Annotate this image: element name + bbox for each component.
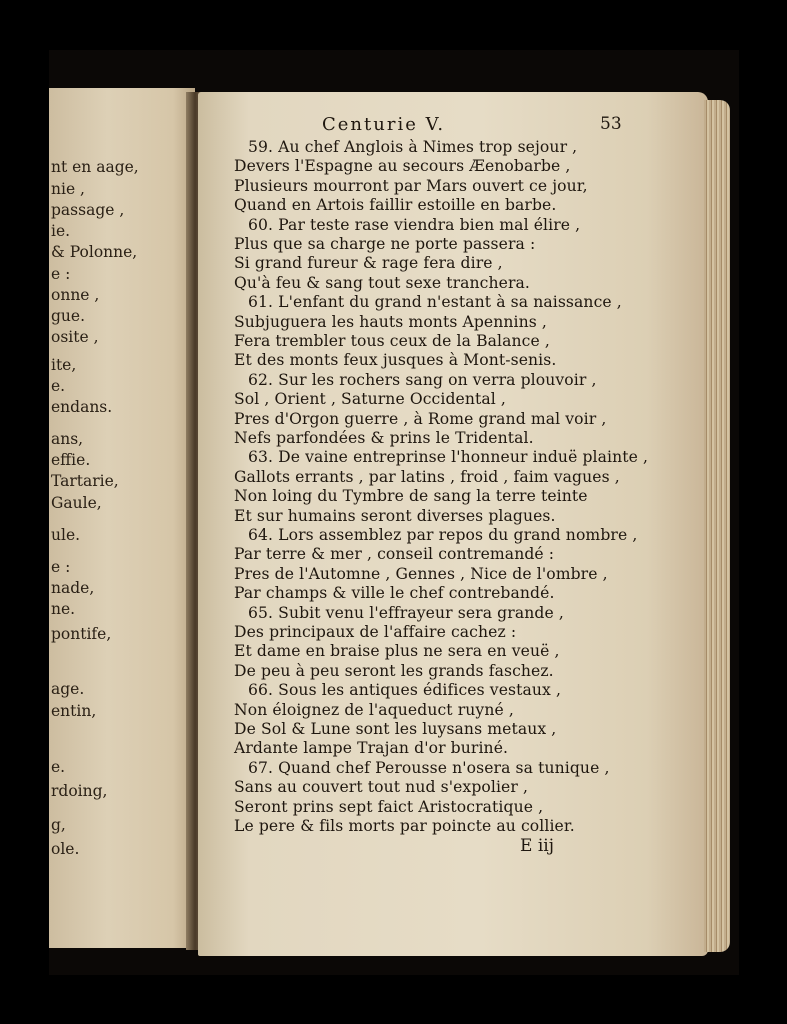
verse-line: Le pere & fils morts par poincte au collier.	[234, 817, 575, 835]
left-page-fragment: nade,	[51, 579, 95, 597]
left-page-fragment: Tartarie,	[51, 472, 119, 490]
left-page-fragment: effie.	[51, 451, 91, 469]
page-header-title: Centurie V.	[322, 114, 446, 135]
left-page-fragment: onne ,	[51, 286, 100, 304]
left-page-fragment: gue.	[51, 307, 86, 325]
verse-line: Et dame en braise plus ne sera en veuë ,	[234, 642, 560, 661]
verse-line: Des principaux de l'affaire cachez :	[234, 623, 517, 641]
page-edges	[704, 100, 730, 952]
left-page-fragment: entin,	[51, 702, 97, 720]
verse-line: Et sur humains seront diverses plagues.	[234, 506, 556, 525]
left-page-fragment: e.	[51, 377, 66, 395]
left-page-fragment: g,	[51, 816, 66, 834]
left-page-fragment: ne.	[51, 600, 76, 618]
verse-line: De Sol & Lune sont les luysans metaux ,	[234, 720, 557, 738]
verse-line: 59. Au chef Anglois à Nimes trop sejour ,	[248, 138, 578, 156]
verse-line: Nefs parfondées & prins le Tridental.	[234, 429, 534, 447]
left-page-fragment: rdoing,	[51, 782, 108, 800]
verse-line: De peu à peu seront les grands faschez.	[234, 661, 554, 680]
verse-line: 63. De vaine entreprinse l'honneur induë plainte ,	[248, 448, 649, 467]
right-page	[198, 92, 708, 956]
left-page-fragment: e :	[51, 558, 71, 576]
verse-line: Devers l'Espagne au secours Æenobarbe ,	[234, 157, 571, 176]
left-page-fragment: & Polonne,	[51, 243, 138, 261]
verse-line: Et des monts feux jusques à Mont-senis.	[234, 351, 557, 370]
verse-line: Plus que sa charge ne porte passera :	[234, 235, 536, 253]
verse-line: 67. Quand chef Perousse n'osera sa tunique ,	[248, 758, 610, 777]
left-page-fragment: osite ,	[51, 328, 99, 346]
verse-line: Seront prins sept faict Aristocratique ,	[234, 797, 544, 816]
left-page-fragment: Gaule,	[51, 494, 102, 512]
verse-line: Sans au couvert tout nud s'expolier ,	[234, 778, 529, 797]
verse-line: 60. Par teste rase viendra bien mal élire ,	[248, 215, 581, 234]
left-page-fragment: endans.	[51, 398, 113, 416]
left-page-fragment: nt en aage,	[51, 158, 139, 176]
left-page-fragment: pontife,	[51, 625, 112, 643]
verse-line: 62. Sur les rochers sang on verra plouvoir ,	[248, 370, 597, 389]
verse-text-block	[234, 138, 674, 838]
verse-line: Par terre & mer , conseil contremandé :	[234, 545, 555, 564]
signature-mark: E iij	[520, 836, 554, 856]
verse-line: 61. L'enfant du grand n'estant à sa naissance ,	[248, 293, 622, 312]
verse-line: Non éloignez de l'aqueduct ruyné ,	[234, 700, 514, 719]
left-page-fragment: age.	[51, 680, 85, 698]
left-page-fragment: ole.	[51, 840, 80, 858]
verse-line: Quand en Artois faillir estoille en barbe.	[234, 196, 557, 215]
verse-line: Pres d'Orgon guerre , à Rome grand mal voir ,	[234, 409, 607, 428]
left-page-fragment: ans,	[51, 430, 84, 448]
verse-line: Sol , Orient , Saturne Occidental ,	[234, 390, 506, 409]
verse-line: Par champs & ville le chef contrebandé.	[234, 584, 555, 603]
verse-line: Subjuguera les hauts monts Apennins ,	[234, 312, 547, 331]
verse-line: Non loing du Tymbre de sang la terre teinte	[234, 487, 588, 506]
verse-line: Plusieurs mourront par Mars ouvert ce jour,	[234, 176, 588, 195]
left-page-fragment: e.	[51, 758, 66, 776]
left-page-fragment: passage ,	[51, 201, 125, 219]
verse-line: 64. Lors assemblez par repos du grand nombre ,	[248, 526, 638, 544]
verse-line: Gallots errants , par latins , froid , faim vagues ,	[234, 467, 620, 486]
page-number: 53	[600, 114, 622, 134]
left-page-fragment: e :	[51, 265, 71, 283]
left-page-fragment: ite,	[51, 356, 77, 374]
verse-line: 66. Sous les antiques édifices vestaux ,	[248, 681, 562, 700]
verse-line: Fera trembler tous ceux de la Balance ,	[234, 332, 550, 350]
left-page-fragment: nie ,	[51, 180, 85, 198]
left-page	[49, 88, 195, 948]
verse-line: Qu'à feu & sang tout sexe tranchera.	[234, 273, 530, 292]
verse-line: 65. Subit venu l'effrayeur sera grande ,	[248, 603, 564, 622]
verse-line: Ardante lampe Trajan d'or buriné.	[234, 739, 509, 758]
verse-line: Si grand fureur & rage fera dire ,	[234, 254, 503, 273]
left-page-fragment: ule.	[51, 526, 81, 544]
left-page-fragment: ie.	[51, 222, 71, 240]
verse-line: Pres de l'Automne , Gennes , Nice de l'ombre ,	[234, 564, 608, 583]
